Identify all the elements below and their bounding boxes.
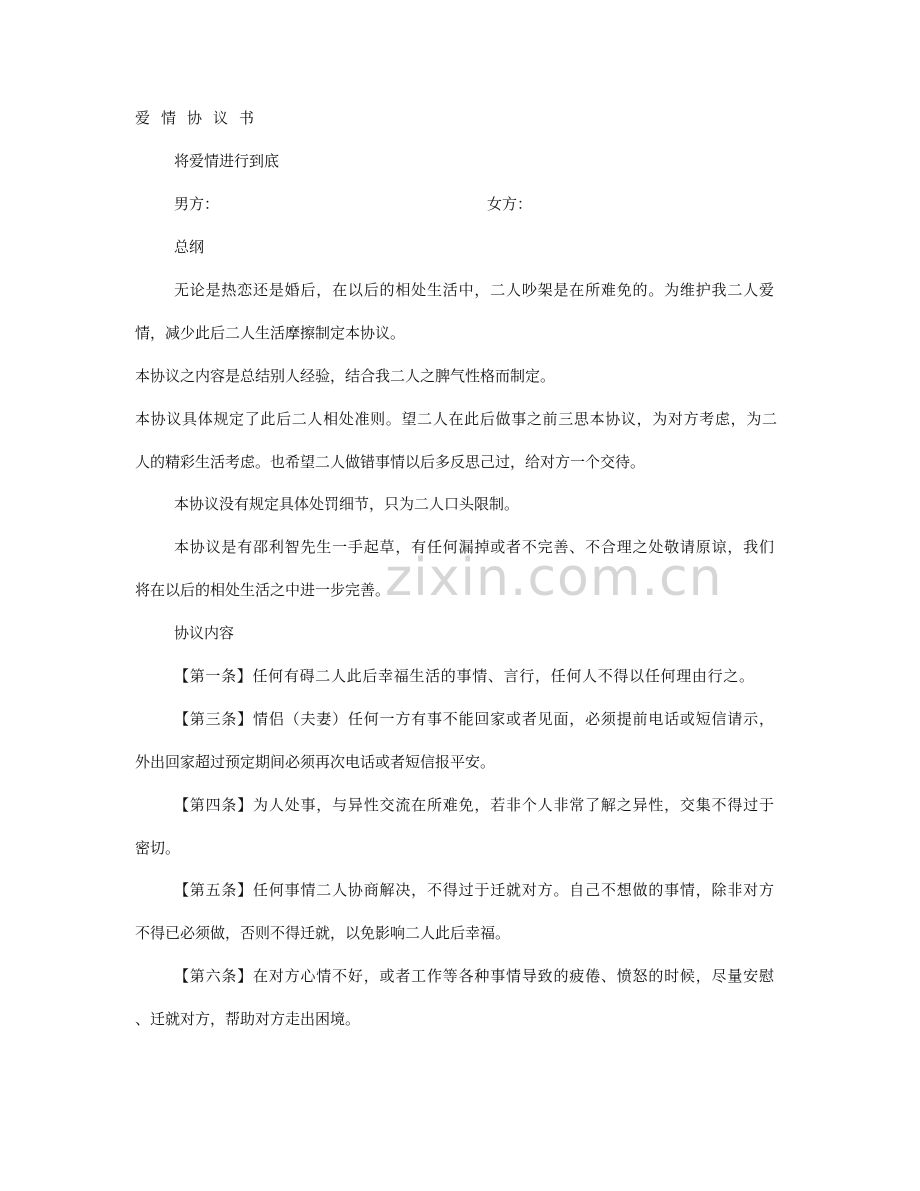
article-4-line-1: 【第四条】为人处事，与异性交流在所难免，若非个人非常了解之异性，交集不得过于 <box>174 796 774 814</box>
article-6-line-1: 【第六条】在对方心情不好，或者工作等各种事情导致的疲倦、愤怒的时候，尽量安慰 <box>174 967 774 985</box>
article-3-line-2: 外出回家超过预定期间必须再次电话或者短信报平安。 <box>135 753 496 771</box>
general-paragraph-3-line-1: 本协议具体规定了此后二人相处准则。望二人在此后做事之前三思本协议，为对方考虑，为二 <box>135 410 777 428</box>
general-paragraph-5-line-1: 本协议是有邵利智先生一手起草，有任何漏掉或者不完善、不合理之处敬请原谅，我们 <box>174 538 774 556</box>
general-paragraph-4: 本协议没有规定具体处罚细节，只为二人口头限制。 <box>174 495 520 513</box>
female-label: 女方： <box>487 195 533 213</box>
article-4-line-2: 密切。 <box>135 839 181 857</box>
document-title: 爱情协议书 <box>135 109 266 127</box>
watermark: zixin.com.cn <box>385 548 723 608</box>
section-general-heading: 总纲 <box>174 238 205 256</box>
article-3-line-1: 【第三条】情侣（夫妻）任何一方有事不能回家或者见面，必须提前电话或短信请示， <box>174 710 774 728</box>
male-label: 男方： <box>174 195 220 213</box>
general-paragraph-5-line-2: 将在以后的相处生活之中进一步完善。 <box>135 581 391 599</box>
general-paragraph-3-line-2: 人的精彩生活考虑。也希望二人做错事情以后多反思己过，给对方一个交待。 <box>135 453 646 471</box>
article-6-line-2: 、迁就对方，帮助对方走出困境。 <box>135 1010 361 1028</box>
general-paragraph-1-line-1: 无论是热恋还是婚后，在以后的相处生活中，二人吵架是在所难免的。为维护我二人爱 <box>174 281 774 299</box>
article-1: 【第一条】任何有碍二人此后幸福生活的事情、言行，任何人不得以任何理由行之。 <box>174 667 754 685</box>
document-subtitle: 将爱情进行到底 <box>174 152 280 170</box>
section-content-heading: 协议内容 <box>174 624 235 642</box>
general-paragraph-2: 本协议之内容是总结别人经验，结合我二人之脾气性格而制定。 <box>135 367 556 385</box>
article-5-line-2: 不得已必须做，否则不得迁就，以免影响二人此后幸福。 <box>135 924 511 942</box>
general-paragraph-1-line-2: 情，减少此后二人生活摩擦制定本协议。 <box>135 324 406 342</box>
article-5-line-1: 【第五条】任何事情二人协商解决，不得过于迁就对方。自己不想做的事情，除非对方 <box>174 881 774 899</box>
